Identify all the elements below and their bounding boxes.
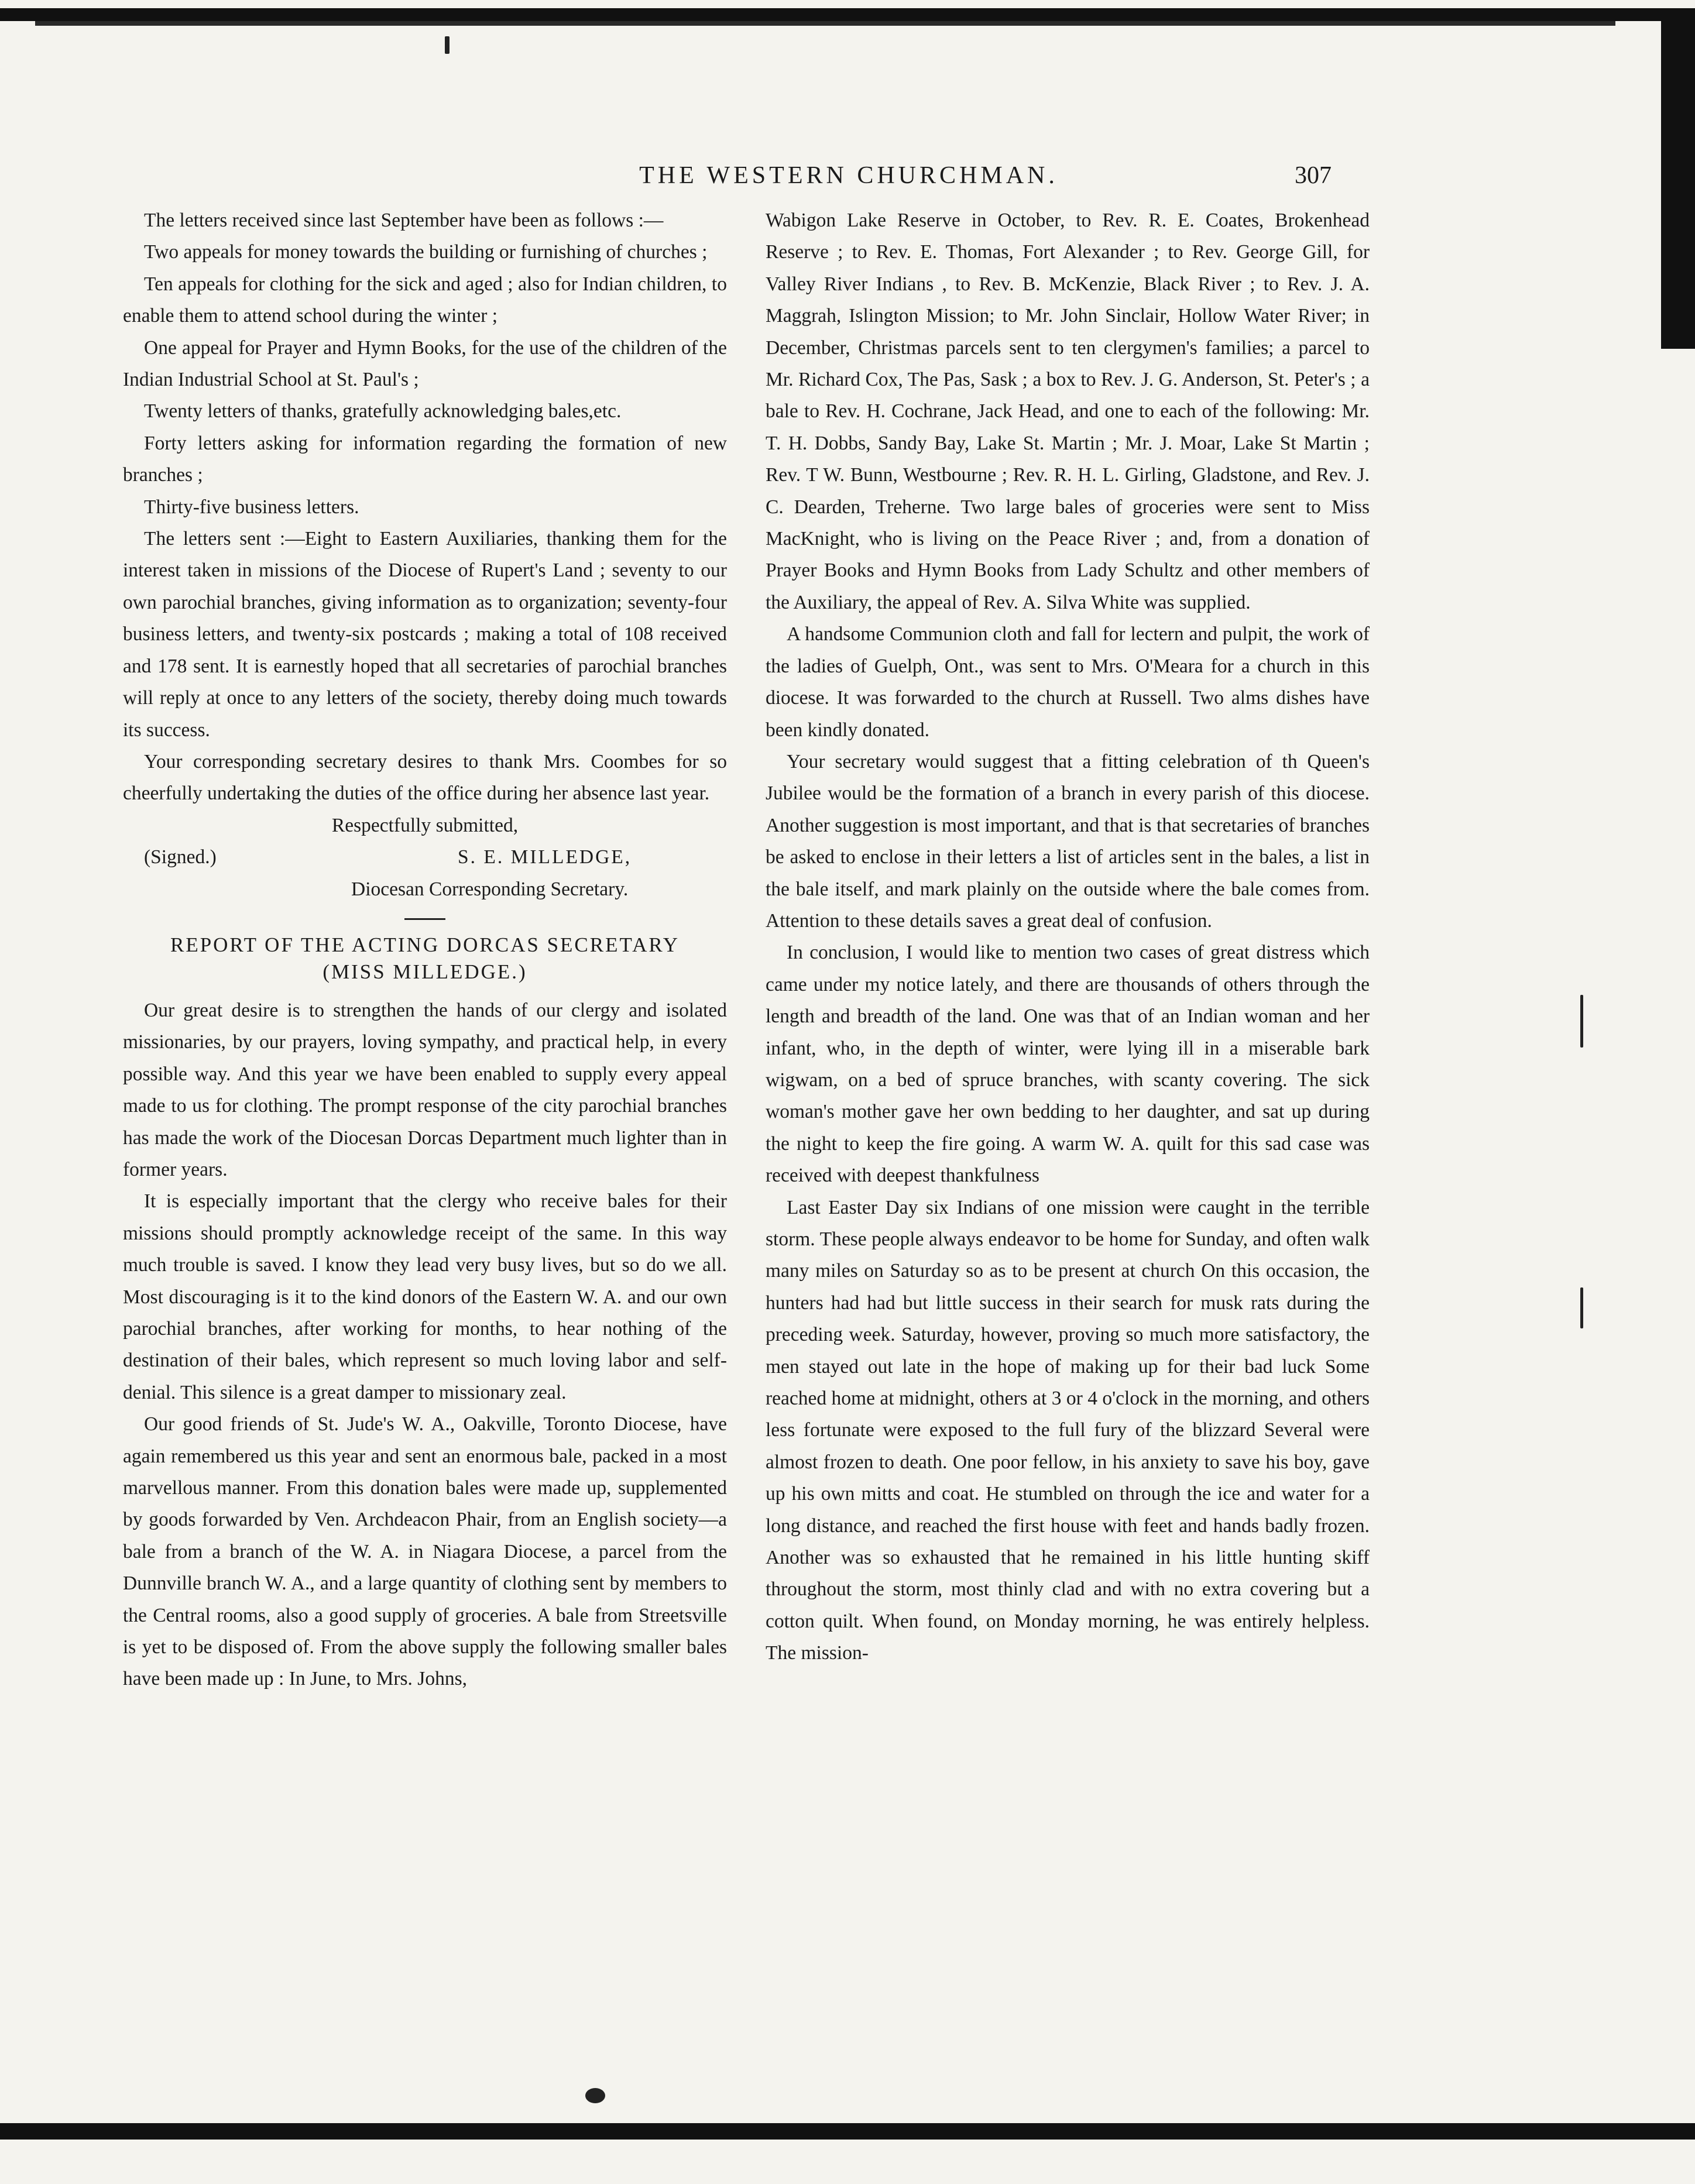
scan-speck [445, 36, 450, 54]
paragraph: One appeal for Prayer and Hymn Books, for the use of the children of the Indian Industrial School at St. Paul's ; [123, 336, 727, 391]
paragraph: Your secretary would suggest that a fitting celebration of th Queen's Jubilee would be the formation of a branch in every parish of this diocese. Another suggestion is most important, and that is that secretaries of branches be asked to enclose in their letters a list of articles sent in the bales, a list in the bale itself, and mark plainly on the outside where the bale comes from. Attention to these details saves a great deal of confusion. [766, 750, 1370, 932]
scan-border-right [1661, 21, 1695, 349]
closing-line: Respectfully submitted, [331, 814, 519, 836]
paragraph: Our great desire is to strengthen the hands of our clergy and isolated missionaries, by our prayers, loving sympathy, and practical help, in every possible way. And this year we have been enabled to supply every appeal made to us for clothing. The prompt response of the city parochial branches has made the work of the Diocesan Dorcas Department much lighter than in former years. [123, 999, 727, 1180]
scan-border-bottom [0, 2123, 1695, 2140]
scan-border-top-inner [35, 21, 1615, 26]
page-number: 307 [1295, 162, 1332, 189]
scan-speck [1580, 995, 1583, 1048]
report-heading-subtitle: (MISS MILLEDGE.) [322, 960, 527, 983]
signed-label: (Signed.) [144, 846, 217, 868]
paragraph: Two appeals for money towards the building or furnishing of churches ; [144, 241, 708, 263]
signer-title: Diocesan Corresponding Secretary. [351, 878, 629, 900]
paragraph: It is especially important that the clergy who receive bales for their missions should promptly acknowledge receipt of the same. In this way much trouble is saved. I know they lead very busy lives, but so do we all. Most discouraging is it to the kind donors of the Eastern W. A. and our own parochial branches, after working for months, to hear nothing of the destination of their bales, which represent so much loving labor and self-denial. This silence is a great damper to missionary zeal. [123, 1190, 727, 1403]
paragraph: In conclusion, I would like to mention two cases of great distress which came under my notice lately, and there are thousands of others through the length and breadth of the land. One was that of an Indian woman and her infant, who, in the depth of winter, were lying ill in a miserable bark wigwam, on a bed of spruce branches, with scanty covering. The sick woman's mother gave her own bedding to her daughter, and sat up during the night to keep the fire going. A warm W. A. quilt for this sad case was received with deepest thankfulness [766, 942, 1370, 1187]
paragraph: A handsome Communion cloth and fall for lectern and pulpit, the work of the ladies of Guelph, Ont., was sent to Mrs. O'Meara for a church in this diocese. It was forwarded to the church at Russell. Two alms dishes have been kindly donated. [766, 623, 1370, 741]
signature-row [123, 842, 727, 873]
report-heading [123, 932, 727, 985]
scan-speck [1580, 1287, 1583, 1328]
paragraph: Thirty-five business letters. [144, 496, 359, 518]
paragraph: Our good friends of St. Jude's W. A., Oakville, Toronto Diocese, have again remembered us this year and sent an enormous bale, packed in a most marvellous manner. From this donation bales were made up, supplemented by goods forwarded by Ven. Archdeacon Phair, from an English society—a bale from a branch of the W. A. in Niagara Diocese, a parcel from the Dunnville branch W. A., and a large quantity of clothing sent by members to the Central rooms, also a good supply of groceries. A bale from Streetsville is yet to be disposed of. From the above supply the following smaller bales have been made up : In June, to Mrs. Johns, [123, 1413, 727, 1690]
report-heading-line: REPORT OF THE ACTING DORCAS SECRETARY [170, 933, 680, 956]
page-title: THE WESTERN CHURCHMAN. [639, 162, 1058, 189]
section-divider [404, 918, 445, 920]
scan-speck [585, 2088, 605, 2103]
signer-name: S. E. MILLEDGE, [458, 846, 632, 868]
paragraph: The letters received since last September have been as follows :— [144, 210, 664, 231]
paragraph: The letters sent :—Eight to Eastern Auxiliaries, thanking them for the interest taken in missions of the Diocese of Rupert's Land ; seventy to our own parochial branches, giving information as to organization; seventy-four business letters, and twenty-six postcards ; making a total of 108 received and 178 sent. It is earnestly hoped that all secretaries of parochial branches will reply at once to any letters of the society, thereby doing much towards its success. [123, 528, 727, 741]
right-column [766, 205, 1370, 1670]
paragraph: Ten appeals for clothing for the sick and aged ; also for Indian children, to enable them to attend school during the winter ; [123, 273, 727, 327]
paragraph: Twenty letters of thanks, gratefully acknowledging bales,etc. [144, 400, 622, 423]
paragraph: Last Easter Day six Indians of one mission were caught in the terrible storm. These people always endeavor to be home for Sunday, and often walk many miles on Saturday so as to be present at church On this occasion, the hunters had had but little success in their search for musk rats during the preceding week. Saturday, however, proving so much more satisfactory, the men stayed out late in the hope of making up for their bad luck Some reached home at midnight, others at 3 or 4 o'clock in the morning, and others less fortunate were exposed to the full fury of the blizzard Several were almost frozen to death. One poor fellow, in his anxiety to save his boy, gave up his own mitts and coat. He stumbled on through the ice and water for a long distance, and reached the first house with feet and hands badly frozen. Another was so exhausted that he remained in his little hunting skiff throughout the storm, most thinly clad and with no extra covering but a cotton quilt. When found, on Monday morning, he was entirely helpless. The mission- [766, 1196, 1370, 1664]
paragraph: Your corresponding secretary desires to thank Mrs. Coombes for so cheerfully undertaking the duties of the office during her absence last year. [123, 750, 727, 805]
paragraph: Forty letters asking for information regarding the formation of new branches ; [123, 432, 727, 486]
left-column [123, 205, 727, 1695]
scan-border-top [0, 8, 1695, 21]
paragraph: Wabigon Lake Reserve in October, to Rev. R. E. Coates, Brokenhead Reserve ; to Rev. E. Thomas, Fort Alexander ; to Rev. George Gill, for Valley River Indians , to Rev. B. McKenzie, Black River ; to Rev. J. A. Maggrah, Islington Mission; to Mr. John Sinclair, Hollow Water River; in December, Christmas parcels sent to ten clergymen's families; a parcel to Mr. Richard Cox, The Pas, Sask ; a box to Rev. J. G. Anderson, St. Peter's ; a bale to Rev. H. Cochrane, Jack Head, and one to each of the following: Mr. T. H. Dobbs, Sandy Bay, Lake St. Martin ; Mr. J. Moar, Lake St Martin ; Rev. T W. Bunn, Westbourne ; Rev. R. H. L. Girling, Gladstone, and Rev. J. C. Dearden, Treherne. Two large bales of groceries were sent to Miss MacKnight, who is living on the Peace River ; and, from a donation of Prayer Books and Hymn Books from Lady Schultz and other members of the Auxiliary, the appeal of Rev. A. Silva White was supplied. [766, 210, 1370, 613]
